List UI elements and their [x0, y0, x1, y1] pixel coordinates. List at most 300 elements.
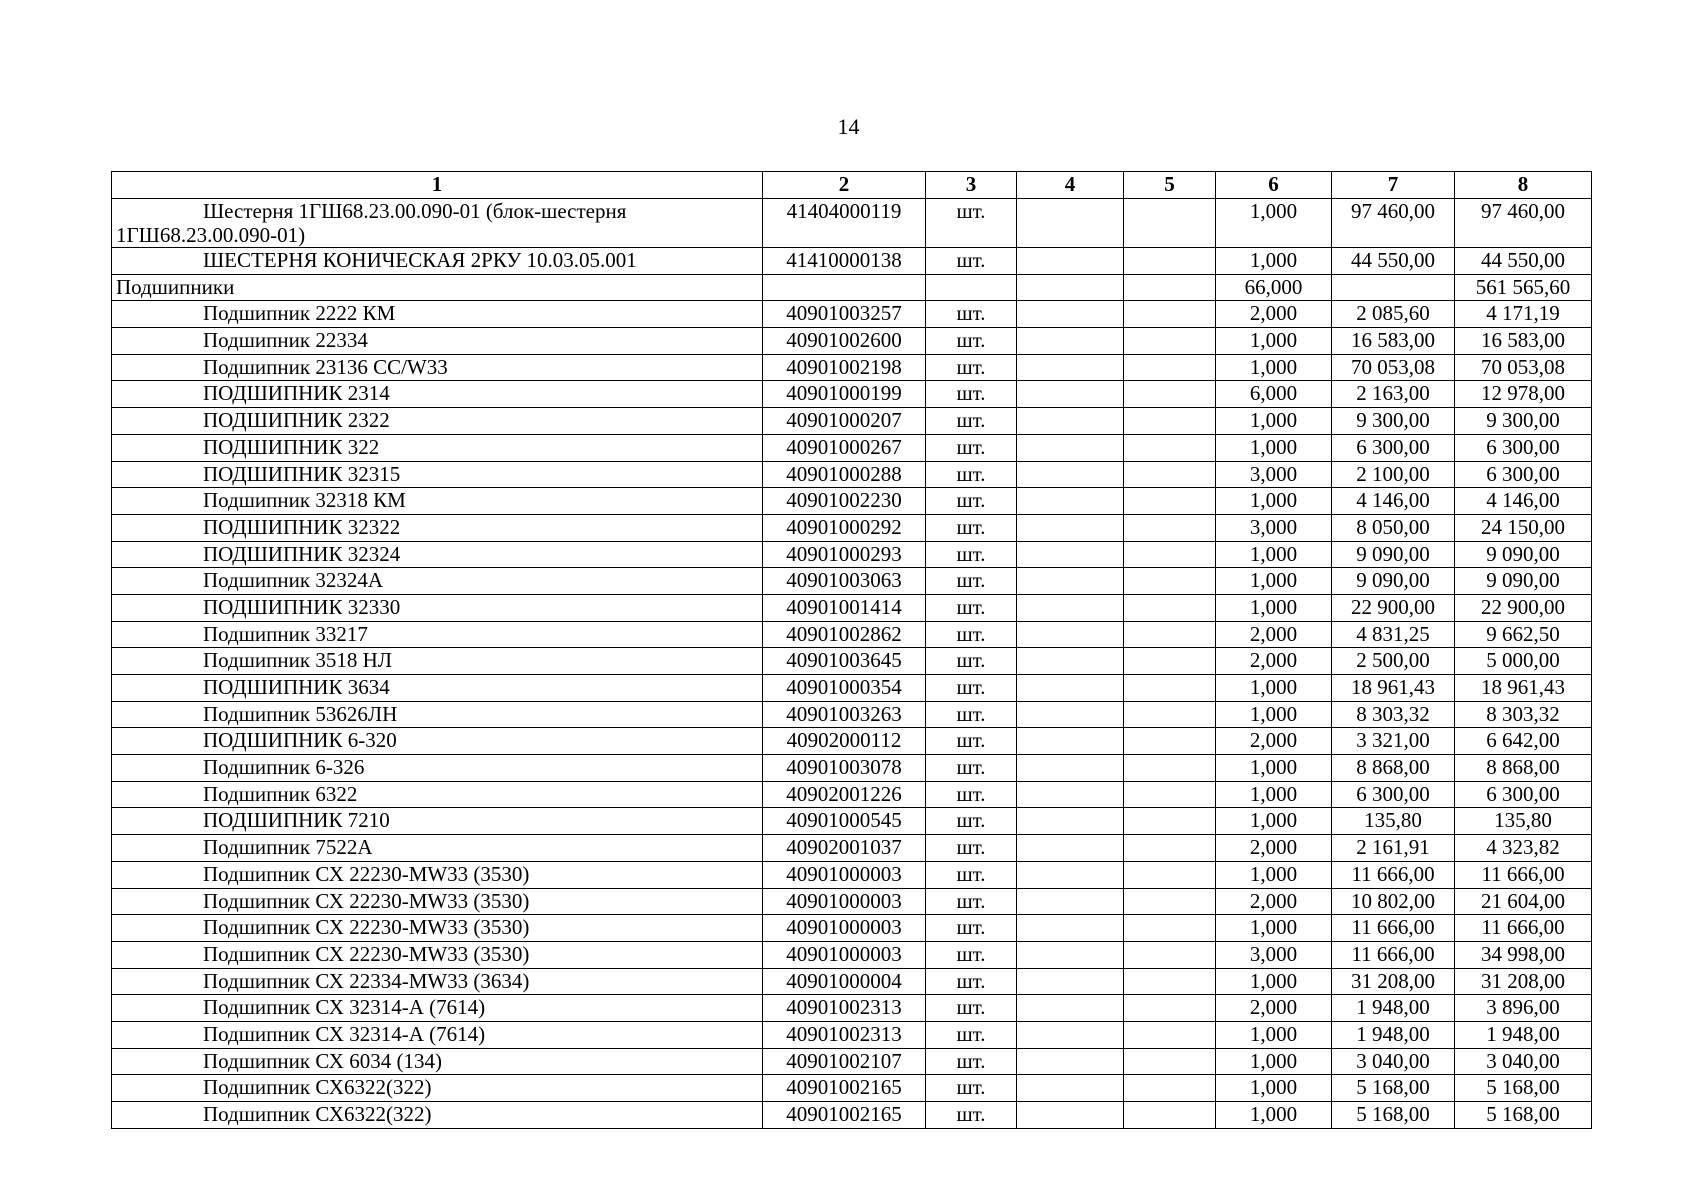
table-row [112, 434, 1592, 461]
col-4-cell [1017, 621, 1124, 648]
sum-cell: 11 666,00 [1455, 915, 1592, 942]
col-4-cell [1017, 755, 1124, 782]
header-row [112, 172, 1592, 199]
sum-cell: 9 090,00 [1455, 568, 1592, 595]
col-5-cell [1124, 274, 1216, 301]
item-name-cell: Подшипник 32324А [112, 568, 763, 595]
item-code-cell: 40902001226 [763, 781, 926, 808]
table-row [112, 755, 1592, 782]
unit-cell: шт. [926, 541, 1017, 568]
unit-cell: шт. [926, 675, 1017, 702]
price-cell: 2 163,00 [1332, 381, 1455, 408]
table-row [112, 408, 1592, 435]
price-cell: 8 868,00 [1332, 755, 1455, 782]
unit-cell: шт. [926, 941, 1017, 968]
sum-cell: 21 604,00 [1455, 888, 1592, 915]
table-row [112, 568, 1592, 595]
col-4-cell [1017, 541, 1124, 568]
quantity-cell: 2,000 [1216, 888, 1332, 915]
unit-cell: шт. [926, 728, 1017, 755]
table-row [112, 728, 1592, 755]
table-row [112, 301, 1592, 328]
unit-cell: шт. [926, 488, 1017, 515]
quantity-cell: 6,000 [1216, 381, 1332, 408]
sum-cell: 8 303,32 [1455, 701, 1592, 728]
sum-cell: 44 550,00 [1455, 248, 1592, 275]
col-5-cell [1124, 488, 1216, 515]
table-row [112, 461, 1592, 488]
unit-cell: шт. [926, 861, 1017, 888]
quantity-cell: 2,000 [1216, 648, 1332, 675]
quantity-cell: 1,000 [1216, 568, 1332, 595]
item-code-cell: 41410000138 [763, 248, 926, 275]
item-name-cell: Подшипник 3518 НЛ [112, 648, 763, 675]
col-5-cell [1124, 781, 1216, 808]
col-4-cell [1017, 461, 1124, 488]
col-4-cell [1017, 728, 1124, 755]
price-cell: 4 146,00 [1332, 488, 1455, 515]
table-row [112, 701, 1592, 728]
sum-cell: 5 000,00 [1455, 648, 1592, 675]
table-row [112, 781, 1592, 808]
header-col-8: 8 [1455, 172, 1592, 199]
table-row [112, 861, 1592, 888]
table-header [112, 172, 1592, 199]
header-col-4: 4 [1017, 172, 1124, 199]
item-name-cell: Подшипник 33217 [112, 621, 763, 648]
col-4-cell [1017, 248, 1124, 275]
quantity-cell: 1,000 [1216, 199, 1332, 248]
unit-cell: шт. [926, 888, 1017, 915]
item-name-cell: ПОДШИПНИК 3634 [112, 675, 763, 702]
price-cell: 10 802,00 [1332, 888, 1455, 915]
price-cell: 11 666,00 [1332, 861, 1455, 888]
col-5-cell [1124, 808, 1216, 835]
quantity-cell: 1,000 [1216, 488, 1332, 515]
col-4-cell [1017, 835, 1124, 862]
table-row [112, 648, 1592, 675]
quantity-cell: 2,000 [1216, 621, 1332, 648]
price-cell: 11 666,00 [1332, 915, 1455, 942]
unit-cell: шт. [926, 1048, 1017, 1075]
sum-cell: 70 053,08 [1455, 354, 1592, 381]
col-4-cell [1017, 328, 1124, 355]
col-4-cell [1017, 434, 1124, 461]
sum-cell: 5 168,00 [1455, 1075, 1592, 1102]
unit-cell: шт. [926, 1102, 1017, 1129]
unit-cell: шт. [926, 354, 1017, 381]
sum-cell: 4 171,19 [1455, 301, 1592, 328]
col-5-cell [1124, 1102, 1216, 1129]
col-5-cell [1124, 434, 1216, 461]
col-5-cell [1124, 354, 1216, 381]
quantity-cell: 1,000 [1216, 328, 1332, 355]
item-name-cell: Подшипник 22334 [112, 328, 763, 355]
price-cell: 22 900,00 [1332, 594, 1455, 621]
sum-cell: 3 040,00 [1455, 1048, 1592, 1075]
sum-cell: 11 666,00 [1455, 861, 1592, 888]
item-code-cell: 40901000545 [763, 808, 926, 835]
quantity-cell: 66,000 [1216, 274, 1332, 301]
item-code-cell [763, 274, 926, 301]
col-5-cell [1124, 755, 1216, 782]
price-cell: 1 948,00 [1332, 1021, 1455, 1048]
item-code-cell: 40901000267 [763, 434, 926, 461]
quantity-cell: 1,000 [1216, 701, 1332, 728]
table-row [112, 835, 1592, 862]
table-row [112, 968, 1592, 995]
unit-cell: шт. [926, 301, 1017, 328]
col-4-cell [1017, 675, 1124, 702]
item-code-cell: 40901000199 [763, 381, 926, 408]
item-code-cell: 40901002107 [763, 1048, 926, 1075]
item-name-cell: ШЕСТЕРНЯ КОНИЧЕСКАЯ 2РКУ 10.03.05.001 [112, 248, 763, 275]
col-4-cell [1017, 995, 1124, 1022]
item-name-cell: Подшипник СХ 22230-MW33 (3530) [112, 941, 763, 968]
item-code-cell: 40901002313 [763, 995, 926, 1022]
sum-cell: 22 900,00 [1455, 594, 1592, 621]
price-cell: 2 085,60 [1332, 301, 1455, 328]
item-name-cell: Подшипники [112, 274, 763, 301]
table-row [112, 248, 1592, 275]
unit-cell: шт. [926, 1021, 1017, 1048]
quantity-cell: 2,000 [1216, 995, 1332, 1022]
quantity-cell: 1,000 [1216, 861, 1332, 888]
unit-cell: шт. [926, 701, 1017, 728]
table-row [112, 199, 1592, 248]
col-4-cell [1017, 301, 1124, 328]
price-cell: 18 961,43 [1332, 675, 1455, 702]
col-5-cell [1124, 381, 1216, 408]
item-name-cell: ПОДШИПНИК 32322 [112, 514, 763, 541]
unit-cell [926, 274, 1017, 301]
sum-cell: 31 208,00 [1455, 968, 1592, 995]
quantity-cell: 1,000 [1216, 808, 1332, 835]
col-5-cell [1124, 701, 1216, 728]
item-name-cell: ПОДШИПНИК 32330 [112, 594, 763, 621]
item-code-cell: 40902001037 [763, 835, 926, 862]
quantity-cell: 1,000 [1216, 1048, 1332, 1075]
table-row [112, 915, 1592, 942]
group-row [112, 274, 1592, 301]
quantity-cell: 2,000 [1216, 835, 1332, 862]
unit-cell: шт. [926, 408, 1017, 435]
header-col-2: 2 [763, 172, 926, 199]
sum-cell: 8 868,00 [1455, 755, 1592, 782]
item-code-cell: 40901003263 [763, 701, 926, 728]
col-5-cell [1124, 514, 1216, 541]
col-4-cell [1017, 354, 1124, 381]
header-col-6: 6 [1216, 172, 1332, 199]
quantity-cell: 3,000 [1216, 941, 1332, 968]
item-name-cell: Шестерня 1ГШ68.23.00.090-01 (блок-шестерня 1ГШ68.23.00.090-01) [112, 199, 763, 248]
sum-cell: 135,80 [1455, 808, 1592, 835]
item-name-cell: ПОДШИПНИК 32315 [112, 461, 763, 488]
item-code-cell: 40901003645 [763, 648, 926, 675]
col-4-cell [1017, 781, 1124, 808]
inventory-table [111, 171, 1592, 1129]
unit-cell: шт. [926, 1075, 1017, 1102]
table-row [112, 328, 1592, 355]
item-name-cell: ПОДШИПНИК 6-320 [112, 728, 763, 755]
col-4-cell [1017, 968, 1124, 995]
unit-cell: шт. [926, 968, 1017, 995]
col-5-cell [1124, 968, 1216, 995]
sum-cell: 4 146,00 [1455, 488, 1592, 515]
item-code-cell: 40901003063 [763, 568, 926, 595]
price-cell: 70 053,08 [1332, 354, 1455, 381]
item-name-cell: ПОДШИПНИК 7210 [112, 808, 763, 835]
table-row [112, 354, 1592, 381]
sum-cell: 5 168,00 [1455, 1102, 1592, 1129]
sum-cell: 24 150,00 [1455, 514, 1592, 541]
header-col-1: 1 [112, 172, 763, 199]
quantity-cell: 1,000 [1216, 675, 1332, 702]
item-name-cell: ПОДШИПНИК 2322 [112, 408, 763, 435]
sum-cell: 9 090,00 [1455, 541, 1592, 568]
sum-cell: 16 583,00 [1455, 328, 1592, 355]
col-4-cell [1017, 274, 1124, 301]
quantity-cell: 1,000 [1216, 408, 1332, 435]
table-row [112, 1075, 1592, 1102]
sum-cell: 561 565,60 [1455, 274, 1592, 301]
price-cell: 135,80 [1332, 808, 1455, 835]
item-code-cell: 40901002600 [763, 328, 926, 355]
col-5-cell [1124, 328, 1216, 355]
unit-cell: шт. [926, 568, 1017, 595]
col-5-cell [1124, 835, 1216, 862]
quantity-cell: 1,000 [1216, 1075, 1332, 1102]
col-4-cell [1017, 888, 1124, 915]
sum-cell: 12 978,00 [1455, 381, 1592, 408]
price-cell: 6 300,00 [1332, 781, 1455, 808]
item-name-cell: Подшипник СХ6322(322) [112, 1102, 763, 1129]
table-row [112, 621, 1592, 648]
sum-cell: 6 642,00 [1455, 728, 1592, 755]
unit-cell: шт. [926, 461, 1017, 488]
col-5-cell [1124, 541, 1216, 568]
table-row [112, 808, 1592, 835]
table-row [112, 1048, 1592, 1075]
col-4-cell [1017, 861, 1124, 888]
table-row [112, 1021, 1592, 1048]
quantity-cell: 1,000 [1216, 541, 1332, 568]
col-5-cell [1124, 1021, 1216, 1048]
col-4-cell [1017, 381, 1124, 408]
col-4-cell [1017, 408, 1124, 435]
price-cell: 8 050,00 [1332, 514, 1455, 541]
col-5-cell [1124, 301, 1216, 328]
sum-cell: 9 662,50 [1455, 621, 1592, 648]
unit-cell: шт. [926, 755, 1017, 782]
col-4-cell [1017, 701, 1124, 728]
quantity-cell: 1,000 [1216, 1102, 1332, 1129]
price-cell: 2 161,91 [1332, 835, 1455, 862]
item-name-cell: Подшипник 2222 КМ [112, 301, 763, 328]
col-4-cell [1017, 915, 1124, 942]
col-5-cell [1124, 888, 1216, 915]
price-cell: 5 168,00 [1332, 1075, 1455, 1102]
table-row [112, 514, 1592, 541]
unit-cell: шт. [926, 381, 1017, 408]
col-5-cell [1124, 648, 1216, 675]
item-code-cell: 41404000119 [763, 199, 926, 248]
header-col-5: 5 [1124, 172, 1216, 199]
item-code-cell: 40901000288 [763, 461, 926, 488]
item-code-cell: 40901000354 [763, 675, 926, 702]
item-code-cell: 40901002313 [763, 1021, 926, 1048]
price-cell: 3 321,00 [1332, 728, 1455, 755]
quantity-cell: 3,000 [1216, 514, 1332, 541]
item-name-cell: Подшипник 32318 КМ [112, 488, 763, 515]
unit-cell: шт. [926, 835, 1017, 862]
quantity-cell: 3,000 [1216, 461, 1332, 488]
item-name-cell: Подшипник СХ 32314-А (7614) [112, 995, 763, 1022]
item-code-cell: 40901001414 [763, 594, 926, 621]
price-cell: 4 831,25 [1332, 621, 1455, 648]
col-4-cell [1017, 488, 1124, 515]
sum-cell: 6 300,00 [1455, 781, 1592, 808]
header-col-3: 3 [926, 172, 1017, 199]
col-4-cell [1017, 199, 1124, 248]
unit-cell: шт. [926, 328, 1017, 355]
table-row [112, 381, 1592, 408]
col-5-cell [1124, 594, 1216, 621]
table-row [112, 1102, 1592, 1129]
item-name-cell: Подшипник 53626ЛН [112, 701, 763, 728]
item-name-cell: Подшипник 7522А [112, 835, 763, 862]
unit-cell: шт. [926, 781, 1017, 808]
item-code-cell: 40901000293 [763, 541, 926, 568]
header-col-7: 7 [1332, 172, 1455, 199]
sum-cell: 34 998,00 [1455, 941, 1592, 968]
col-5-cell [1124, 248, 1216, 275]
item-name-cell: Подшипник 23136 CC/W33 [112, 354, 763, 381]
price-cell: 1 948,00 [1332, 995, 1455, 1022]
unit-cell: шт. [926, 648, 1017, 675]
quantity-cell: 1,000 [1216, 434, 1332, 461]
unit-cell: шт. [926, 995, 1017, 1022]
item-code-cell: 40901000004 [763, 968, 926, 995]
col-5-cell [1124, 728, 1216, 755]
item-code-cell: 40901000003 [763, 861, 926, 888]
item-code-cell: 40901003257 [763, 301, 926, 328]
item-name-cell: ПОДШИПНИК 2314 [112, 381, 763, 408]
item-code-cell: 40901000003 [763, 915, 926, 942]
price-cell: 97 460,00 [1332, 199, 1455, 248]
col-5-cell [1124, 941, 1216, 968]
sum-cell: 9 300,00 [1455, 408, 1592, 435]
item-code-cell: 40902000112 [763, 728, 926, 755]
price-cell: 9 300,00 [1332, 408, 1455, 435]
item-code-cell: 40901002165 [763, 1075, 926, 1102]
unit-cell: шт. [926, 915, 1017, 942]
item-code-cell: 40901002862 [763, 621, 926, 648]
item-code-cell: 40901002165 [763, 1102, 926, 1129]
table-row [112, 888, 1592, 915]
item-code-cell: 40901000003 [763, 941, 926, 968]
quantity-cell: 2,000 [1216, 728, 1332, 755]
sum-cell: 97 460,00 [1455, 199, 1592, 248]
unit-cell: шт. [926, 594, 1017, 621]
item-name-cell: Подшипник СХ6322(322) [112, 1075, 763, 1102]
quantity-cell: 2,000 [1216, 301, 1332, 328]
col-4-cell [1017, 1075, 1124, 1102]
item-name-cell: ПОДШИПНИК 322 [112, 434, 763, 461]
page-number: 14 [837, 114, 860, 139]
price-cell: 31 208,00 [1332, 968, 1455, 995]
col-4-cell [1017, 1021, 1124, 1048]
item-name-cell: ПОДШИПНИК 32324 [112, 541, 763, 568]
table-row [112, 995, 1592, 1022]
sum-cell: 6 300,00 [1455, 434, 1592, 461]
sum-cell: 6 300,00 [1455, 461, 1592, 488]
col-5-cell [1124, 675, 1216, 702]
col-5-cell [1124, 568, 1216, 595]
col-5-cell [1124, 861, 1216, 888]
price-cell: 9 090,00 [1332, 541, 1455, 568]
unit-cell: шт. [926, 514, 1017, 541]
col-5-cell [1124, 199, 1216, 248]
quantity-cell: 1,000 [1216, 248, 1332, 275]
sum-cell: 18 961,43 [1455, 675, 1592, 702]
sum-cell: 4 323,82 [1455, 835, 1592, 862]
quantity-cell: 1,000 [1216, 968, 1332, 995]
col-4-cell [1017, 568, 1124, 595]
price-cell: 5 168,00 [1332, 1102, 1455, 1129]
price-cell: 11 666,00 [1332, 941, 1455, 968]
col-4-cell [1017, 514, 1124, 541]
item-code-cell: 40901000292 [763, 514, 926, 541]
price-cell [1332, 274, 1455, 301]
item-code-cell: 40901002230 [763, 488, 926, 515]
price-cell: 44 550,00 [1332, 248, 1455, 275]
item-name-cell: Подшипник СХ 22230-MW33 (3530) [112, 888, 763, 915]
quantity-cell: 1,000 [1216, 354, 1332, 381]
item-code-cell: 40901003078 [763, 755, 926, 782]
col-4-cell [1017, 594, 1124, 621]
price-cell: 9 090,00 [1332, 568, 1455, 595]
col-5-cell [1124, 1048, 1216, 1075]
col-4-cell [1017, 1048, 1124, 1075]
item-name-cell: Подшипник СХ 22230-MW33 (3530) [112, 861, 763, 888]
col-4-cell [1017, 941, 1124, 968]
item-name-cell: Подшипник 6-326 [112, 755, 763, 782]
unit-cell: шт. [926, 621, 1017, 648]
table-row [112, 941, 1592, 968]
col-5-cell [1124, 1075, 1216, 1102]
unit-cell: шт. [926, 199, 1017, 248]
price-cell: 2 500,00 [1332, 648, 1455, 675]
quantity-cell: 1,000 [1216, 594, 1332, 621]
item-name-cell: Подшипник СХ 6034 (134) [112, 1048, 763, 1075]
unit-cell: шт. [926, 808, 1017, 835]
item-code-cell: 40901000207 [763, 408, 926, 435]
col-4-cell [1017, 1102, 1124, 1129]
quantity-cell: 1,000 [1216, 781, 1332, 808]
price-cell: 8 303,32 [1332, 701, 1455, 728]
table-row [112, 594, 1592, 621]
table-row [112, 541, 1592, 568]
col-5-cell [1124, 408, 1216, 435]
item-name-cell: Подшипник 6322 [112, 781, 763, 808]
table-row [112, 675, 1592, 702]
item-name-cell: Подшипник СХ 22230-MW33 (3530) [112, 915, 763, 942]
col-5-cell [1124, 621, 1216, 648]
col-4-cell [1017, 648, 1124, 675]
item-code-cell: 40901000003 [763, 888, 926, 915]
price-cell: 16 583,00 [1332, 328, 1455, 355]
